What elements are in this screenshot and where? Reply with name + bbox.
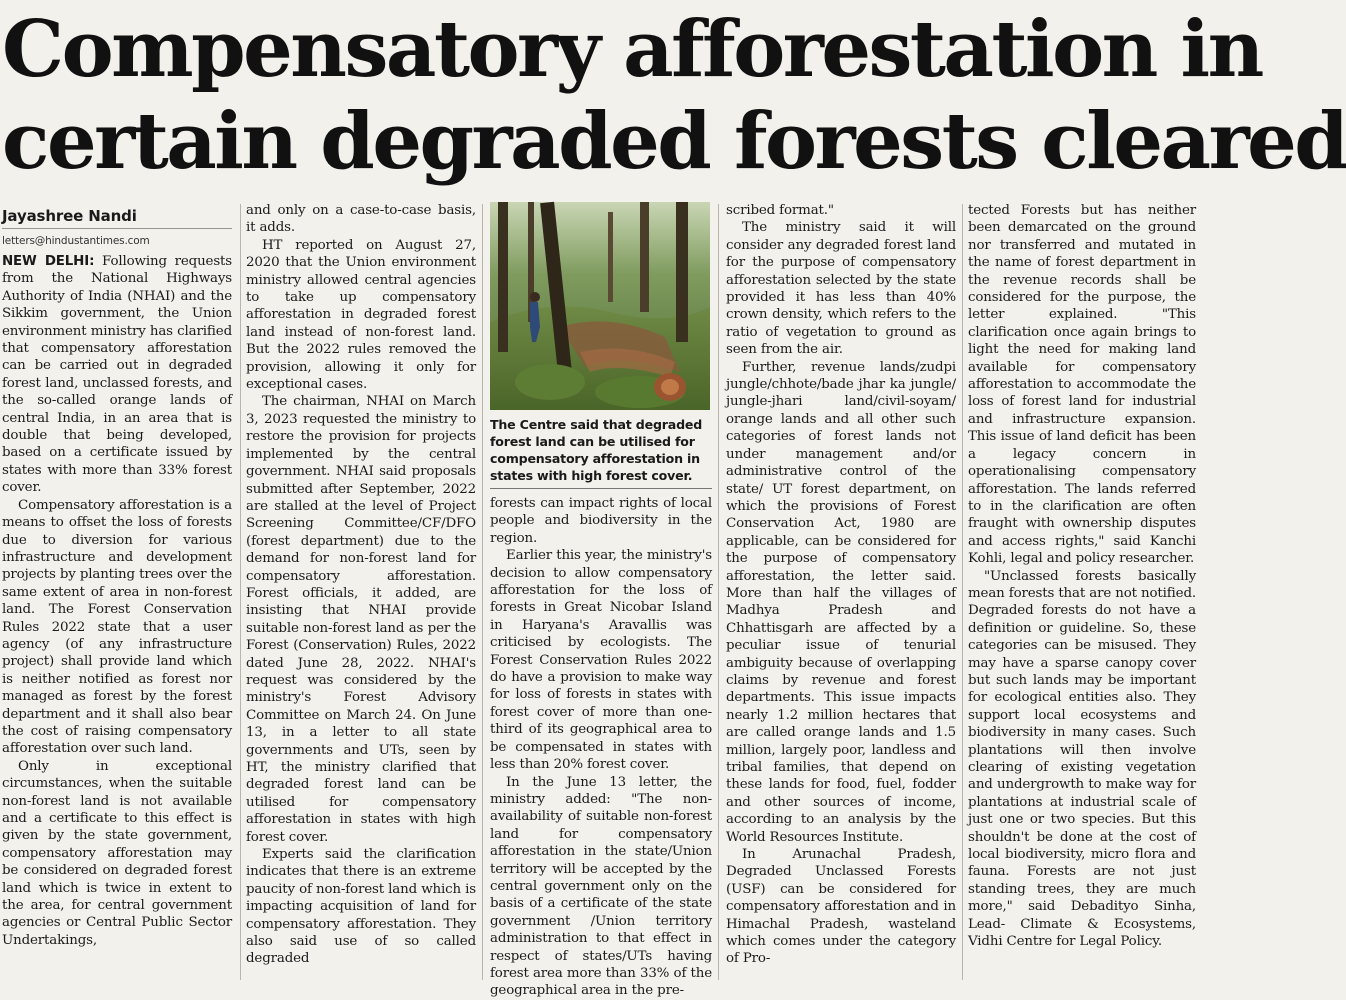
paragraph: scribed format." bbox=[726, 203, 834, 218]
paragraph: The ministry said it will consider any degraded forest land for the purpose of compensatory afforestation selected by the state provided it has less than 40% crown density, which refers to the ratio of vegetation to ground as seen from the air. bbox=[726, 220, 956, 358]
article-column-3 bbox=[490, 202, 712, 999]
caption-divider bbox=[490, 488, 712, 489]
paragraph: In Arunachal Pradesh, Degraded Unclassed Forests (USF) can be considered for compensatory afforestation and in Himachal Pradesh, wasteland which comes under the category of Pro- bbox=[726, 847, 956, 967]
byline-author: Jayashree Nandi bbox=[2, 207, 137, 225]
headline-line-2: certain degraded forests cleared bbox=[2, 96, 1346, 187]
byline-divider bbox=[2, 228, 232, 229]
paragraph: tected Forests but has neither been demarcated on the ground nor transferred and mutated in the name of forest department in the revenue records shall be considered for the purpose, the letter explained. "This clarification once again brings to light the need for making land available for compensatory afforestation to accommodate the loss of forest land for industrial and infrastructure expansion. This issue of land deficit has been a legacy concern in operationalising compensatory afforestation. The lands referred to in the clarification are often fraught with ownership disputes and access rights," said Kanchi Kohli, legal and policy researcher. bbox=[968, 203, 1196, 567]
paragraph: Compensatory afforestation is a means to offset the loss of forests due to diversion for various infrastructure and development projects by planting trees over the same extent of area in non-forest land. The Forest Conservation Rules 2022 state that a user agency (of any infrastructure project) shall provide land which is neither notified as forest nor managed as forest by the forest department and it shall also bear the cost of raising compensatory afforestation over such land. bbox=[2, 497, 232, 757]
paragraph: Earlier this year, the ministry's decision to allow compensatory afforestation for the loss of forests in Great Nicobar Island in Haryana's Aravallis was criticised by ecologists. The Forest Conservation Rules 2022 do have a provision to make way for loss of forests in states with forest cover of more than one-third of its geographical area to be compensated in states with less than 20% forest cover. bbox=[490, 548, 712, 773]
column-divider bbox=[962, 204, 963, 980]
paragraph: In the June 13 letter, the ministry added: "The non-availability of suitable non-forest land for compensatory afforestation in the state/Union territory will be accepted by the central government only on the basis of a certificate of the state government /Union territory administration to that effect in respect of states/UTs having forest area more than 33% of the geographical area in the pre- bbox=[490, 774, 712, 999]
column-divider bbox=[718, 204, 719, 980]
paragraph: "Unclassed forests basically mean forests that are not notified. Degraded forests do not have a definition or guideline. So, these categories can be misused. They may have a sparse canopy cover but such lands may be important for ecological entities also. They support local ecosystems and biodiversity in many cases. Such plantations will then involve clearing of existing vegetation and undergrowth to make way for plantations at industrial scale of just one or two species. But this shouldn't be done at the cost of local biodiversity, micro flora and fauna. Forests are not just standing trees, they are much more," said Debadityo Sinha, Lead- Climate & Ecosystems, Vidhi Centre for Legal Policy. bbox=[968, 568, 1196, 950]
column-divider bbox=[240, 204, 241, 980]
article-column-2 bbox=[246, 202, 476, 984]
headline bbox=[0, 4, 1346, 188]
forest-photo-illustration bbox=[490, 202, 710, 410]
column-divider bbox=[482, 204, 483, 980]
paragraph: Experts said the clarification indicates that there is an extreme paucity of non-forest land which is impacting acquisition of land for compensatory afforestation. They also said use of so called degraded bbox=[246, 847, 476, 967]
article-column-4 bbox=[726, 202, 956, 984]
article-column-5 bbox=[968, 202, 1196, 984]
paragraph: Only in exceptional circumstances, when the suitable non-forest land is not available and a certificate to this effect is given by the state government, compensatory afforestation may be considered on degraded forest land which is twice in extent to the area, for central government agencies or Central Public Sector Undertakings, bbox=[2, 758, 232, 948]
dateline: NEW DELHI: bbox=[2, 254, 95, 269]
paragraph: forests can impact rights of local people and biodiversity in the region. bbox=[490, 496, 712, 546]
paragraph: and only on a case-to-case basis, it adds. bbox=[246, 203, 476, 236]
paragraph: Further, revenue lands/zudpi jungle/chhote/bade jhar ka jungle/ jungle-jhari land/civil-soyam/ orange lands and all other such categories of forest lands not under management and/or administrative control of the state/ UT forest department, on which the provisions of Forest Conservation Act, 1980 are applicable, can be considered for the purpose of compensatory afforestation, the letter said. More than half the villages of Madhya Pradesh and Chhattisgarh are affected by a peculiar issue of tenurial ambiguity because of overlapping claims by revenue and forest departments. This issue impacts nearly 1.2 million hectares that are called orange lands and 1.5 million, largely poor, landless and tribal families, that depend on these lands for food, fuel, fodder and other sources of income, according to an analysis by the World Resources Institute. bbox=[726, 359, 956, 845]
headline-line-1: Compensatory afforestation in bbox=[2, 4, 1262, 95]
paragraph: HT reported on August 27, 2020 that the Union environment ministry allowed central agencies to take up compensatory afforestation in degraded forest land instead of non-forest land. But the 2022 rules removed the provision, allowing it only for exceptional cases. bbox=[246, 237, 476, 393]
paragraph-text: Following requests from the National Highways Authority of India (NHAI) and the Sikkim government, the Union environment ministry has clarified that compensatory afforestation can be carried out in degraded forest land, unclassed forests, and the so-called orange lands of central India, in an area that is double that being developed, based on a certificate issued by states with more than 33% forest cover. bbox=[2, 254, 232, 496]
photo-caption: The Centre said that degraded forest land can be utilised for compensatory afforestation in states with high forest cover. bbox=[490, 417, 703, 483]
paragraph bbox=[2, 253, 232, 497]
forest-photo bbox=[490, 202, 710, 410]
paragraph: The chairman, NHAI on March 3, 2023 requested the ministry to restore the provision for projects implemented by the central government. NHAI said proposals submitted after September, 2022 are stalled at the level of Project Screening Committee/CF/DFO (forest department) due to the demand for non-forest land for compensatory afforestation. Forest officials, it added, are insisting that NHAI provide suitable non-forest land as per the Forest (Conservation) Rules, 2022 dated June 28, 2022. NHAI's request was considered by the ministry's Forest Advisory Committee on March 24. On June 13, in a letter to all state governments and UTs, seen by HT, the ministry clarified that degraded forest land can be utilised for compensatory afforestation in states with high forest cover. bbox=[246, 394, 476, 845]
byline-email[interactable]: letters@hindustantimes.com bbox=[2, 235, 150, 247]
article-column-1 bbox=[2, 202, 232, 984]
